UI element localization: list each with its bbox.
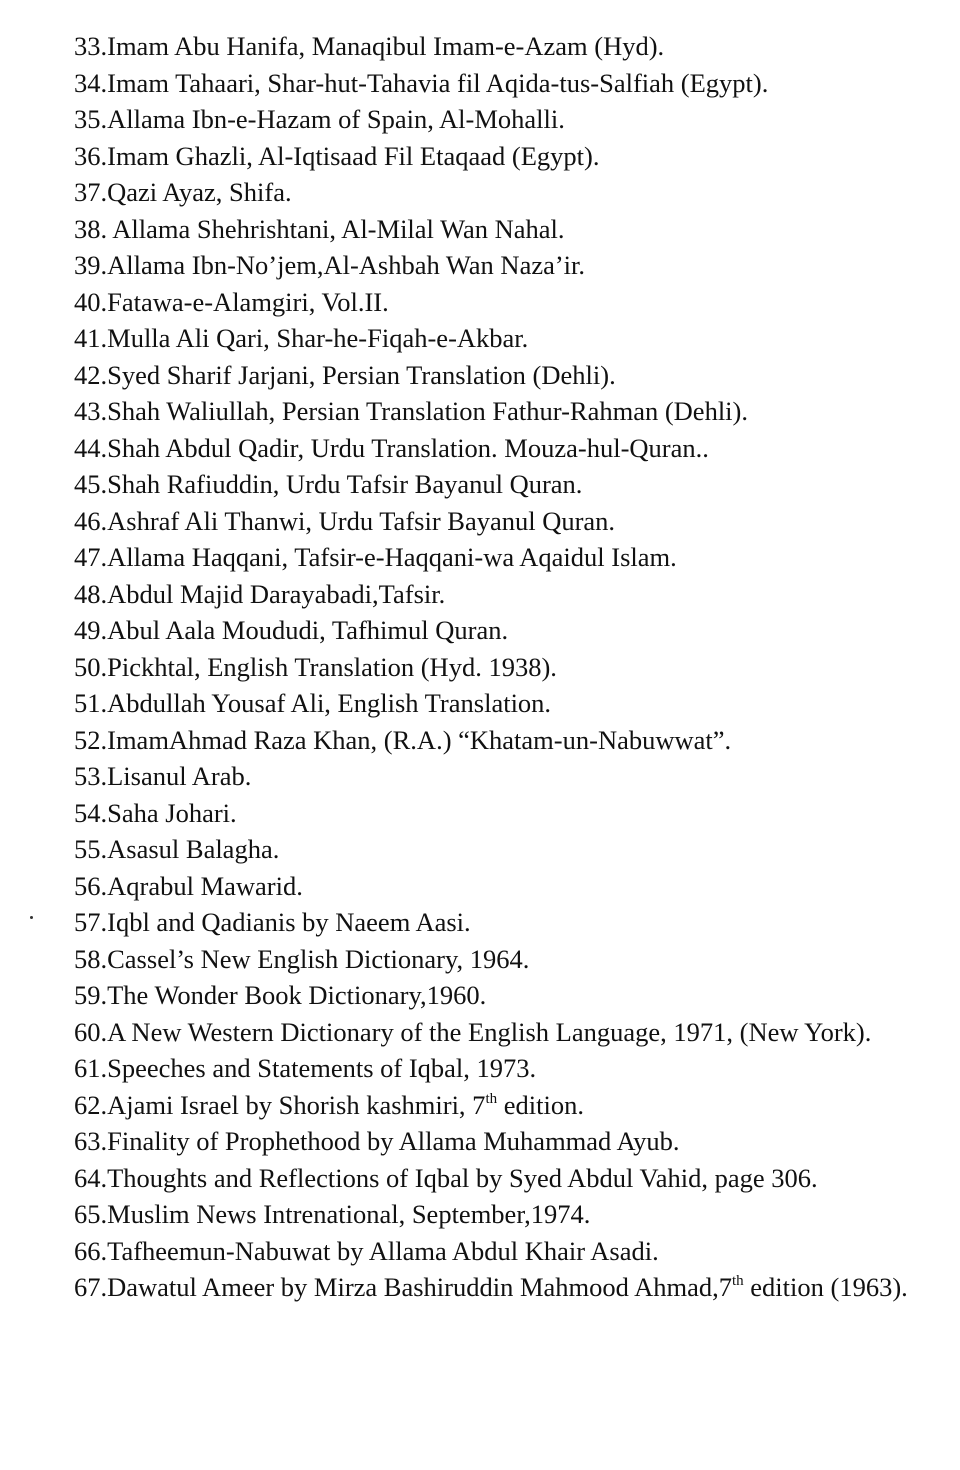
reference-item (74, 904, 914, 941)
reference-text: Abdul Majid Darayabadi,Tafsir. (107, 578, 446, 609)
reference-number: 62. (74, 1089, 108, 1120)
reference-item (74, 977, 914, 1014)
reference-text: Shah Abdul Qadir, Urdu Translation. Mouza-hul-Quran.. (107, 432, 709, 463)
reference-text: Pickhtal, English Translation (Hyd. 1938). (107, 651, 557, 682)
reference-number: 55. (74, 834, 108, 864)
reference-list (74, 28, 914, 1306)
reference-number: 51. (74, 688, 108, 718)
reference-text: Aqrabul Mawarid. (107, 870, 303, 901)
reference-item (74, 831, 914, 868)
reference-number: 46. (74, 505, 108, 536)
reference-item (74, 320, 914, 357)
reference-item (74, 466, 914, 503)
reference-number: 47. (74, 542, 108, 572)
reference-text: Qazi Ayaz, Shifa. (107, 177, 292, 207)
reference-number: 53. (74, 761, 108, 791)
reference-item (74, 138, 914, 175)
reference-text: Imam Abu Hanifa, Manaqibul Imam-e-Azam (Hyd). (107, 31, 665, 61)
reference-text: Tafheemun-Nabuwat by Allama Abdul Khair Asadi. (107, 1235, 659, 1266)
reference-item (74, 868, 914, 905)
reference-item (74, 539, 914, 576)
reference-item (74, 357, 914, 394)
reference-number: 52. (74, 724, 108, 755)
reference-text: Imam Ghazli, Al-Iqtisaad Fil Etaqaad (Egypt). (107, 140, 600, 171)
reference-item (74, 247, 914, 284)
reference-number: 35. (74, 104, 108, 134)
reference-number: 59. (74, 980, 108, 1010)
reference-text: Saha Johari. (107, 797, 237, 828)
reference-number: 66. (74, 1235, 108, 1266)
reference-text: Fatawa-e-Alamgiri, Vol.II. (107, 286, 389, 317)
reference-number: 43. (74, 396, 108, 426)
scan-speck (30, 916, 33, 919)
reference-number: 56. (74, 870, 108, 901)
reference-number: 40. (74, 286, 108, 317)
reference-text: The Wonder Book Dictionary,1960. (107, 980, 487, 1010)
reference-text: Dawatul Ameer by Mirza Bashiruddin Mahmood Ahmad,7 (107, 1272, 732, 1302)
reference-item (74, 1014, 914, 1051)
reference-number: 37. (74, 177, 108, 207)
reference-text: Syed Sharif Jarjani, Persian Translation (Dehli). (107, 359, 616, 390)
reference-number: 57. (74, 907, 108, 937)
reference-number: 58. (74, 943, 108, 974)
reference-number: 34. (74, 67, 108, 98)
reference-text: Abul Aala Moududi, Tafhimul Quran. (107, 615, 509, 645)
reference-text: A New Western Dictionary of the English Language, 1971, (New York). (107, 1016, 872, 1047)
reference-item (74, 65, 914, 102)
reference-number: 65. (74, 1199, 108, 1229)
reference-text: Allama Shehrishtani, Al-Milal Wan Nahal. (107, 213, 565, 244)
reference-number: 36. (74, 140, 108, 171)
reference-item (74, 758, 914, 795)
reference-item (74, 211, 914, 248)
reference-item (74, 430, 914, 467)
reference-item (74, 1233, 914, 1270)
reference-number: 45. (74, 469, 108, 499)
reference-item (74, 284, 914, 321)
reference-item (74, 503, 914, 540)
reference-number: 63. (74, 1126, 108, 1156)
reference-item (74, 174, 914, 211)
reference-text: Shah Rafiuddin, Urdu Tafsir Bayanul Quran. (107, 469, 583, 499)
reference-item (74, 941, 914, 978)
reference-text: Cassel’s New English Dictionary, 1964. (107, 943, 530, 974)
reference-number: 64. (74, 1162, 108, 1193)
reference-text: Shah Waliullah, Persian Translation Fathur-Rahman (Dehli). (107, 396, 748, 426)
reference-text: Ajami Israel by Shorish kashmiri, 7 (107, 1089, 486, 1120)
reference-item (74, 1050, 914, 1087)
reference-text: Muslim News Intrenational, September,1974. (107, 1199, 591, 1229)
reference-item (74, 1123, 914, 1160)
reference-text: Allama Ibn-e-Hazam of Spain, Al-Mohalli. (107, 104, 565, 134)
reference-text-tail: edition. (497, 1089, 584, 1120)
reference-number: 60. (74, 1016, 108, 1047)
reference-item (74, 722, 914, 759)
reference-text: Abdullah Yousaf Ali, English Translation. (107, 688, 552, 718)
reference-text: ImamAhmad Raza Khan, (R.A.) “Khatam-un-Nabuwwat”. (107, 724, 732, 755)
reference-text: Iqbl and Qadianis by Naeem Aasi. (107, 907, 471, 937)
reference-text: Speeches and Statements of Iqbal, 1973. (107, 1053, 537, 1083)
reference-number: 41. (74, 323, 108, 353)
reference-number: 42. (74, 359, 108, 390)
reference-text: Allama Ibn-No’jem,Al-Ashbah Wan Naza’ir. (107, 250, 586, 280)
reference-item (74, 1087, 914, 1124)
reference-number: 33. (74, 31, 108, 61)
reference-number: 50. (74, 651, 108, 682)
reference-number: 44. (74, 432, 108, 463)
reference-text: Asasul Balagha. (107, 834, 280, 864)
reference-item (74, 795, 914, 832)
reference-text-tail: edition (1963). (743, 1272, 908, 1302)
reference-number: 54. (74, 797, 108, 828)
reference-item (74, 1196, 914, 1233)
reference-number: 67. (74, 1272, 108, 1302)
reference-text: Allama Haqqani, Tafsir-e-Haqqani-wa Aqaidul Islam. (107, 542, 677, 572)
reference-item (74, 1160, 914, 1197)
reference-item (74, 28, 914, 65)
reference-number: 49. (74, 615, 108, 645)
reference-text: Mulla Ali Qari, Shar-he-Fiqah-e-Akbar. (107, 323, 529, 353)
reference-item (74, 576, 914, 613)
reference-item (74, 1269, 914, 1306)
superscript: th (731, 1273, 744, 1289)
reference-item (74, 393, 914, 430)
reference-number: 39. (74, 250, 108, 280)
reference-text: Imam Tahaari, Shar-hut-Tahavia fil Aqida-tus-Salfiah (Egypt). (107, 67, 769, 98)
reference-text: Lisanul Arab. (107, 761, 252, 791)
reference-item (74, 612, 914, 649)
reference-item (74, 649, 914, 686)
reference-item (74, 685, 914, 722)
superscript: th (485, 1090, 498, 1107)
reference-text: Ashraf Ali Thanwi, Urdu Tafsir Bayanul Quran. (107, 505, 616, 536)
reference-text: Thoughts and Reflections of Iqbal by Syed Abdul Vahid, page 306. (107, 1162, 818, 1193)
reference-item (74, 101, 914, 138)
reference-text: Finality of Prophethood by Allama Muhammad Ayub. (107, 1126, 680, 1156)
reference-number: 61. (74, 1053, 108, 1083)
reference-number: 38. (74, 213, 108, 244)
reference-number: 48. (74, 578, 108, 609)
